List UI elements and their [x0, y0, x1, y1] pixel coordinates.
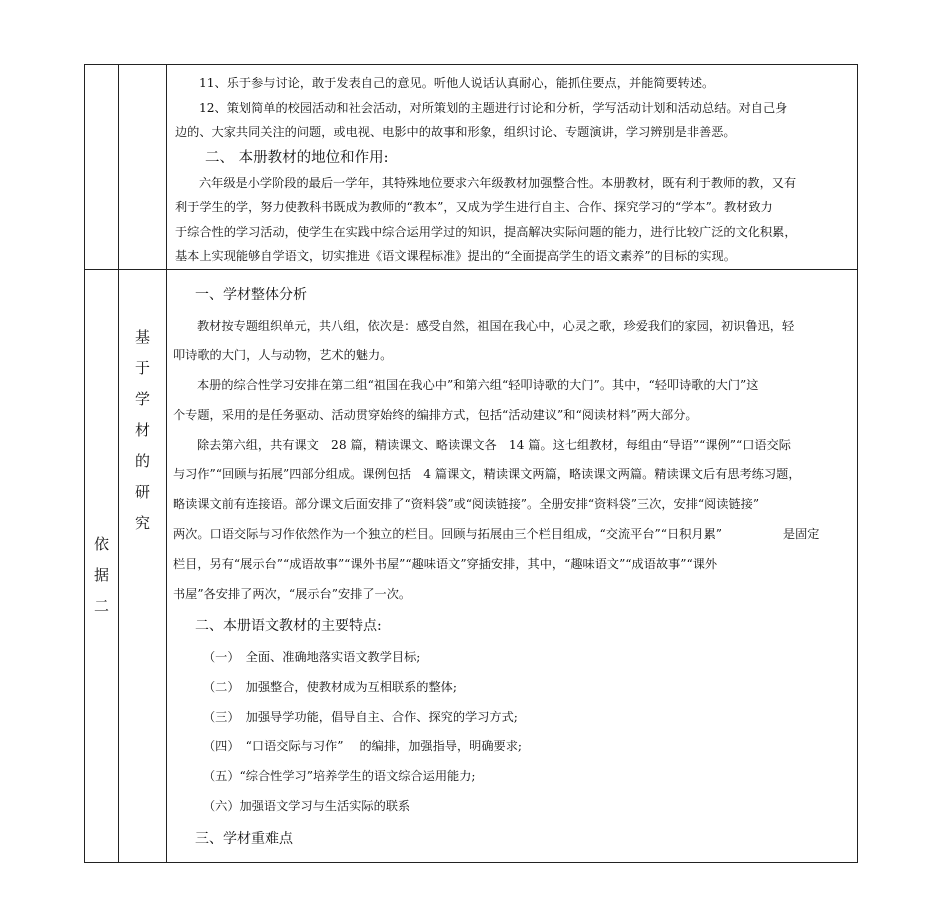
comprehensive-line-1: 本册的综合性学习安排在第二组“祖国在我心中”和第六组“轻叩诗歌的大门”。其中，“轻叩诗歌的大门”这: [197, 378, 759, 393]
analysis-line-1: 教材按专题组织单元，共八组，依次是：感受自然，祖国在我心中，心灵之歌，珍爱我们的家园，初识鲁迅，轻: [197, 318, 795, 333]
paragraph-11: 11、乐于参与讨论，敢于发表自己的意见。听他人说话认真耐心，能抓住要点，并能简要转述。: [199, 76, 715, 90]
structure-line-6: 书屋”各安排了两次，“展示台”安排了一次。: [173, 586, 412, 601]
section-heading-overall-analysis: 一、学材整体分析: [195, 286, 307, 303]
vertical-label-char: 材: [134, 420, 150, 439]
vertical-label-char: 究: [134, 513, 150, 532]
vertical-label-char: 的: [134, 451, 150, 470]
role-paragraph-line-2: 利于学生的学，努力使教科书既成为教师的“教本”，又成为学生进行自主、合作、探究学习的“学本”。教材致力: [175, 200, 773, 214]
features-list: [173, 649, 849, 816]
vertical-label-char: 依: [93, 535, 109, 554]
feature-item: （四） “口语交际与习作” 的编排，加强指导，明确要求;: [203, 739, 523, 754]
role-paragraph-line-1: 六年级是小学阶段的最后一学年，其特殊地位要求六年级教材加强整合性。本册教材，既有利于教师的教，又有: [199, 175, 797, 190]
feature-item: （二） 加强整合，使教材成为互相联系的整体;: [203, 679, 457, 694]
second-column-label-cell: [119, 269, 167, 862]
vertical-label-char: 二: [93, 597, 109, 616]
document-table: [84, 64, 858, 863]
feature-item: （一） 全面、准确地落实语文教学目标;: [203, 650, 421, 665]
vertical-label-char: 于: [134, 358, 150, 377]
vertical-label-char: 据: [93, 566, 109, 585]
analysis-line-2: 叩诗歌的大门，人与动物，艺术的魅力。: [173, 348, 393, 363]
comprehensive-line-2: 个专题，采用的是任务驱动、活动贯穿始终的编排方式，包括“活动建议”和“阅读材料”两大部分。: [173, 407, 698, 422]
top-content-cell: [167, 65, 858, 270]
feature-item: （六）加强语文学习与生活实际的联系: [203, 799, 411, 814]
structure-line-1: 除去第六组，共有课文 28 篇，精读课文、略读课文各 14 篇。这七组教材，每组由“导语”“课例”“口语交际: [197, 437, 791, 452]
vertical-label-char: 研: [134, 482, 150, 501]
paragraph-12-line-1: 12、策划简单的校园活动和社会活动，对所策划的主题进行讨论和分析，学写活动计划和活动总结。对自己身: [199, 100, 788, 115]
feature-item: （五）“综合性学习”培养学生的语文综合运用能力;: [203, 769, 476, 784]
vertical-label-char: 学: [134, 389, 150, 408]
section-heading-key-points: 三、学材重难点: [195, 830, 293, 847]
structure-line-2: 与习作”“回顾与拓展”四部分组成。课例包括 4 篇课文，精读课文两篇，略读课文两篇。精读课文后有思考练习题，: [173, 467, 801, 482]
vertical-label-char: 基: [134, 327, 150, 346]
role-paragraph-line-3: 于综合性的学习活动，使学生在实践中综合运用学过的知识，提高解决实际问题的能力，进行比较广泛的文化积累，: [175, 224, 797, 239]
structure-line-5: 栏目，另有“展示台”“成语故事”“课外书屋”“趣味语文”穿插安排，其中，“趣味语文”“成语故事”“课外: [173, 556, 718, 571]
section-heading-role: 二、 本册教材的地位和作用:: [205, 149, 389, 166]
structure-line-3: 略读课文前有连接语。部分课文后面安排了“资料袋”或“阅读链接”。全册安排“资料袋”三次，安排“阅读链接”: [173, 497, 760, 512]
left-column-top-cell: [85, 65, 119, 270]
paragraph-12-line-2: 边的、大家共同关注的问题，或电视、电影中的故事和形象，组织讨论、专题演讲，学习辨别是非善恶。: [175, 125, 736, 139]
role-paragraph-line-4: 基本上实现能够自学语文，切实推进《语文课程标准》提出的“全面提高学生的语文素养”的目标的实现。: [175, 249, 736, 263]
structure-line-4: 两次。口语交际与习作依然作为一个独立的栏目。回顾与拓展由三个栏目组成，“交流平台”“日积月累” 是固定: [173, 526, 820, 541]
second-column-top-cell: [119, 65, 167, 270]
left-column-label-cell: [85, 269, 119, 862]
section-heading-features: 二、本册语文教材的主要特点:: [195, 618, 382, 635]
feature-item: （三） 加强导学功能，倡导自主、合作、探究的学习方式;: [203, 709, 518, 724]
bottom-content-cell: [167, 269, 858, 862]
